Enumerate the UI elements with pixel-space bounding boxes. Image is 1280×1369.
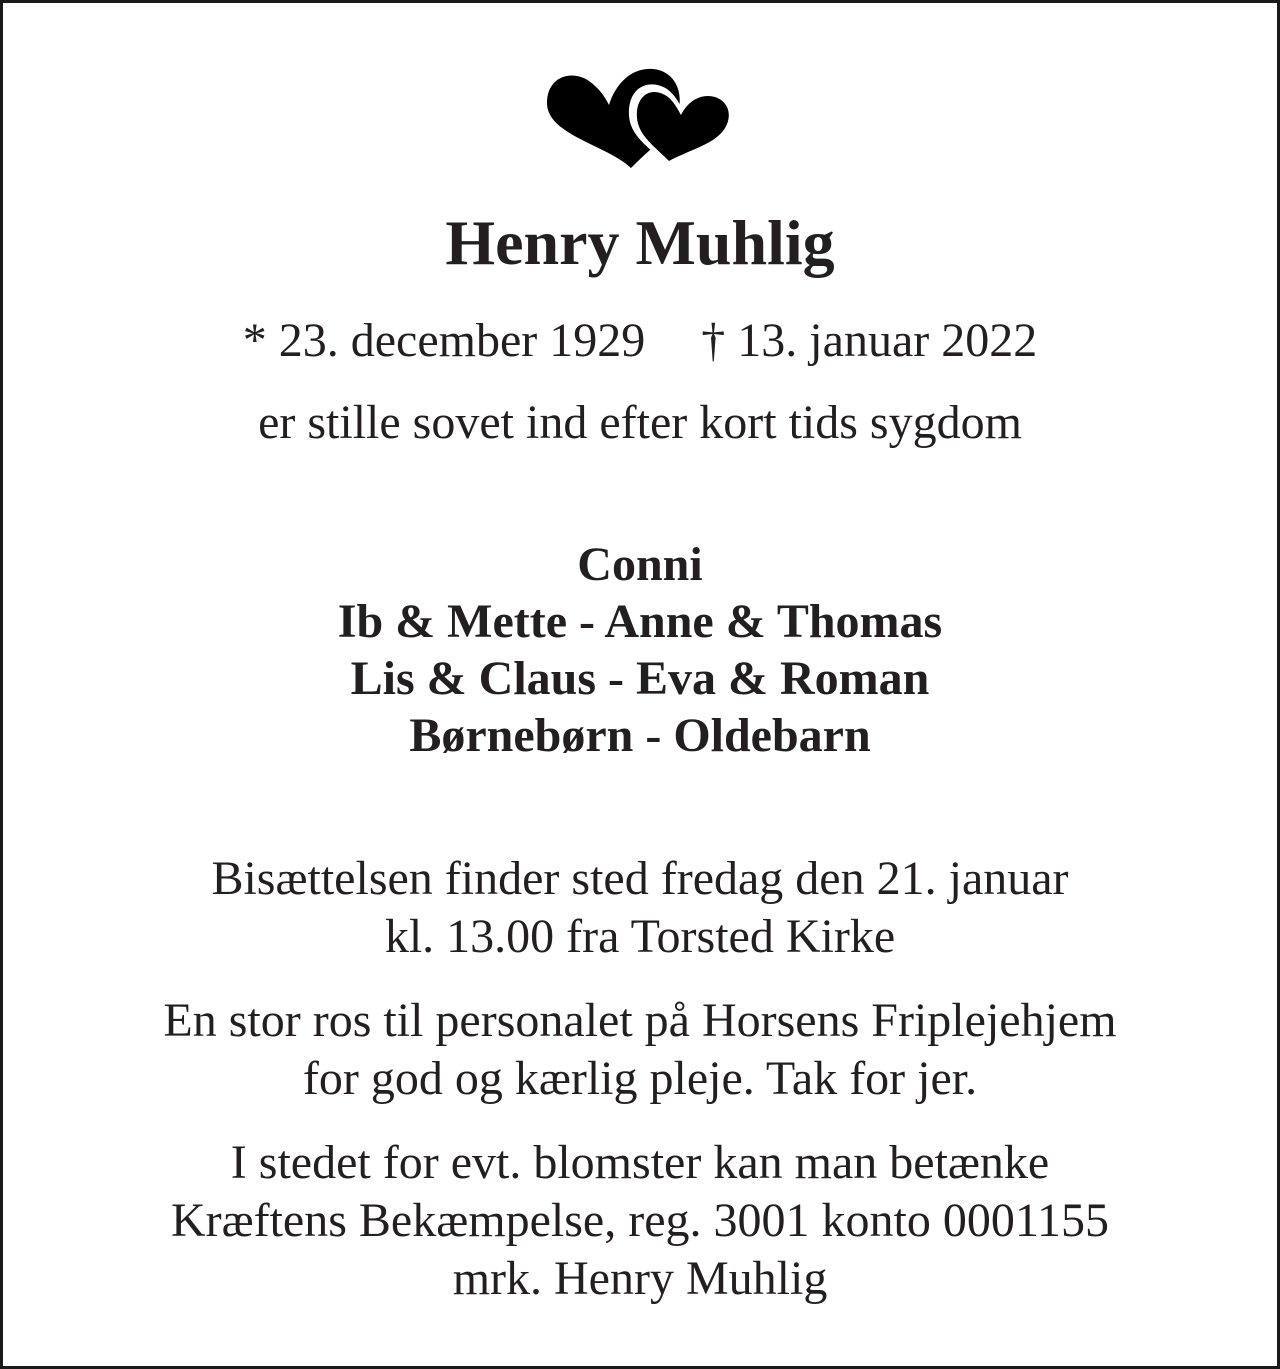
donation-line: I stedet for evt. blomster kan man betænke	[230, 1136, 1050, 1189]
funeral-info	[3, 850, 1277, 966]
donation-line: Kræftens Bekæmpelse, reg. 3001 konto 0001155	[170, 1194, 1110, 1247]
funeral-line: Bisættelsen finder sted fredag den 21. januar	[211, 852, 1069, 905]
two-hearts-icon	[543, 63, 743, 173]
subtitle: er stille sovet ind efter kort tids sygdom	[258, 396, 1022, 449]
life-dates	[3, 314, 1277, 367]
thanks-message	[3, 992, 1277, 1108]
thanks-line: En stor ros til personalet på Horsens Friplejehjem	[163, 994, 1117, 1047]
donation-info	[3, 1134, 1277, 1308]
family-line: Børnebørn - Oldebarn	[409, 709, 871, 762]
funeral-line: kl. 13.00 fra Torsted Kirke	[384, 910, 896, 963]
deceased-name: Henry Muhlig	[445, 207, 835, 278]
family-line: Lis & Claus - Eva & Roman	[350, 652, 930, 705]
thanks-line: for god og kærlig pleje. Tak for jer.	[302, 1052, 978, 1105]
family-line: Conni	[577, 538, 703, 591]
family-block	[3, 536, 1277, 764]
birth-date: * 23. december 1929	[242, 314, 646, 367]
death-date: † 13. januar 2022	[701, 314, 1038, 367]
family-line: Ib & Mette - Anne & Thomas	[337, 595, 943, 648]
donation-line: mrk. Henry Muhlig	[452, 1252, 828, 1305]
